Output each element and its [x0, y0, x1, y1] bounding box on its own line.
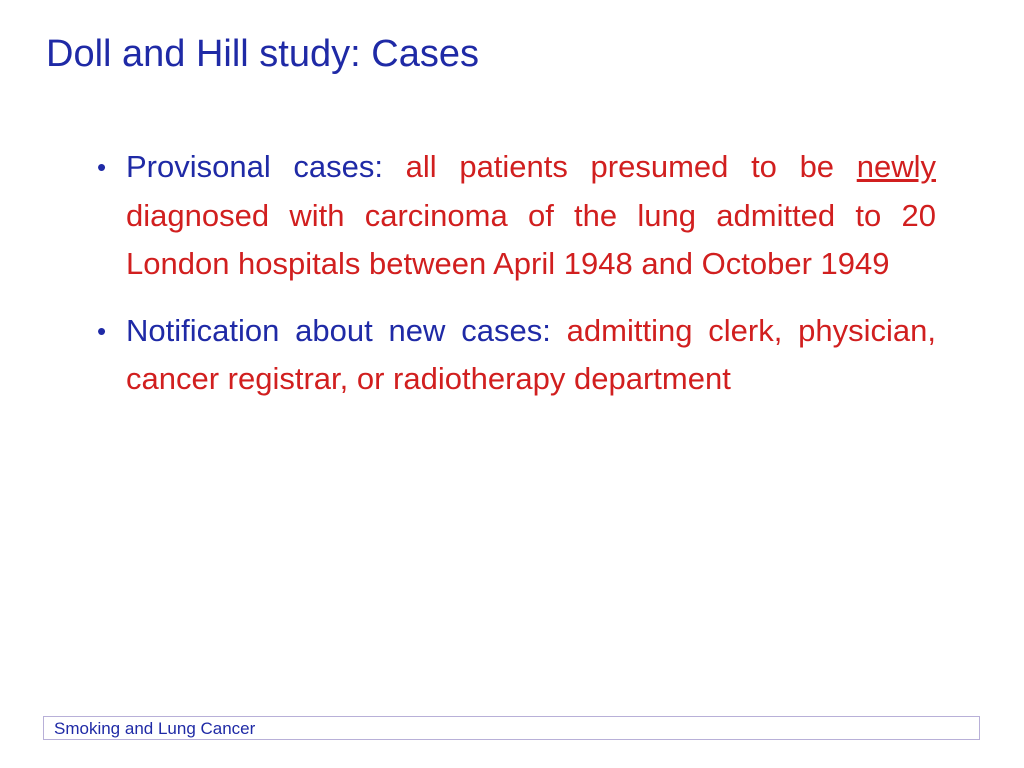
slide-title: Doll and Hill study: Cases: [46, 33, 479, 75]
bullet-dot-icon: •: [97, 152, 107, 182]
emphasized-word: newly: [856, 149, 936, 184]
bullet-item-notification: [88, 307, 936, 404]
footer-box: [43, 716, 980, 740]
footer-text: Smoking and Lung Cancer: [54, 719, 256, 738]
bullet-dot-icon: •: [97, 315, 107, 346]
bullet-list: [88, 143, 936, 422]
bullet-label: Provisonal cases:: [126, 149, 383, 184]
bullet-item-provisional-cases: [88, 143, 936, 289]
bullet-text: diagnosed with carcinoma of the lung admitted to 20 London hospitals between April 1948 and October 1949: [126, 197, 936, 281]
bullet-label: Notification about new cases:: [126, 312, 551, 348]
bullet-text: admitting clerk, physician, cancer registrar, or radiotherapy department: [126, 312, 936, 396]
bullet-text: all patients presumed to be: [405, 149, 835, 184]
